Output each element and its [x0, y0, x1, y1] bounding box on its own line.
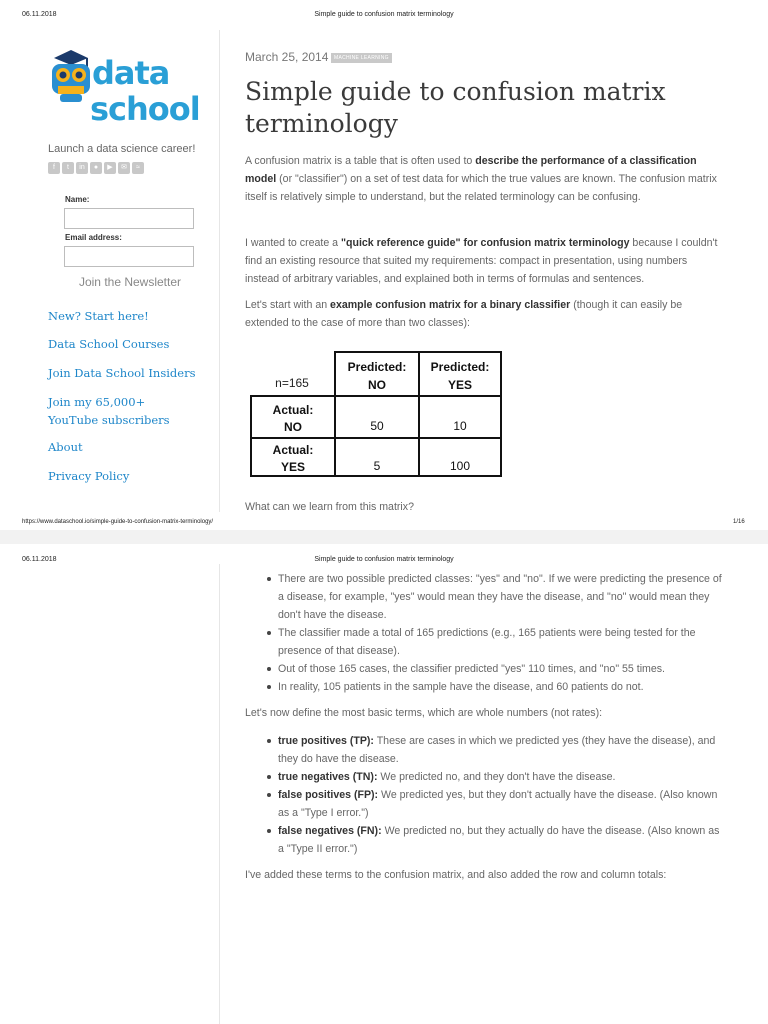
intro-paragraph: A confusion matrix is a table that is often used to describe the performance of a classification model (or "classifier") on a set of test data for which the true values are known. The confusion matrix itself is relatively simple to understand, but the related terminology can be confusing.: [245, 155, 717, 203]
email-input[interactable]: [64, 246, 194, 267]
join-newsletter-button[interactable]: Join the Newsletter: [78, 275, 182, 289]
sidebar-divider: [219, 30, 220, 512]
cell-true-positives: 100: [418, 437, 502, 477]
print-date: 06.11.2018: [22, 11, 57, 18]
sidebar-divider-page-2: [219, 564, 220, 1024]
nav-courses[interactable]: Data School Courses: [48, 337, 170, 351]
social-icons: [48, 162, 144, 174]
cell-false-positives: 10: [418, 395, 502, 437]
list-item: Out of those 165 cases, the classifier predicted "yes" 110 times, and "no" 55 times.: [262, 660, 722, 678]
cell-true-negatives: 50: [334, 395, 418, 437]
twitter-icon[interactable]: t: [62, 162, 74, 174]
youtube-icon[interactable]: ▶: [104, 162, 116, 174]
post-date: March 25, 2014: [245, 50, 329, 64]
motivation-paragraph: I wanted to create a "quick reference guide" for confusion matrix terminology because I couldn't find an existing resource that suited my requirements: compact in presentation, using numbers instead of arbitrary variables, and explained both in terms of formulas and sentences.: [245, 237, 718, 285]
header-actual-no: Actual: NO: [250, 395, 334, 437]
list-item: true positives (TP): These are cases in which we predicted yes (they have the disease), and they do have the disease.: [262, 732, 722, 768]
email-label: Email address:: [65, 233, 122, 242]
facebook-icon[interactable]: f: [48, 162, 60, 174]
owl-mascot-icon: [46, 48, 96, 108]
nav-privacy-policy[interactable]: Privacy Policy: [48, 469, 130, 483]
nav-insiders[interactable]: Join Data School Insiders: [48, 366, 196, 380]
nav-about[interactable]: About: [48, 440, 83, 454]
totals-paragraph: I've added these terms to the confusion matrix, and also added the row and column totals:: [245, 869, 667, 881]
list-item: false positives (FP): We predicted yes, but they don't actually have the disease. (Also known as a "Type I error."): [262, 786, 722, 822]
list-item: true negatives (TN): We predicted no, and they don't have the disease.: [262, 768, 722, 786]
linkedin-icon[interactable]: in: [76, 162, 88, 174]
print-page-2: [0, 544, 768, 1024]
header-actual-yes: Actual: YES: [250, 437, 334, 477]
list-item: In reality, 105 patients in the sample have the disease, and 60 patients do not.: [262, 678, 722, 696]
email-icon[interactable]: ✉: [118, 162, 130, 174]
print-page-number: 1/16: [733, 519, 745, 525]
header-predicted-yes: Predicted: YES: [418, 351, 502, 395]
print-url: https://www.dataschool.io/simple-guide-to-confusion-matrix-terminology/: [22, 519, 214, 525]
page-break: [0, 530, 768, 544]
print-page-title: Simple guide to confusion matrix terminology: [314, 11, 454, 18]
github-icon[interactable]: ●: [90, 162, 102, 174]
basic-terms-intro: Let's now define the most basic terms, which are whole numbers (not rates):: [245, 707, 603, 719]
logo-word-school: school: [90, 90, 200, 128]
post-title: Simple guide to confusion matrix terminology: [245, 77, 666, 138]
print-page-title-page-2: Simple guide to confusion matrix terminology: [314, 556, 454, 563]
tagline: Launch a data science career!: [48, 143, 196, 155]
example-intro-paragraph: Let's start with an example confusion matrix for a binary classifier (though it can easily be extended to the case of more than two classes):: [245, 299, 683, 329]
n-label: n=165: [275, 376, 309, 390]
print-date-page-2: 06.11.2018: [22, 556, 57, 563]
term-bullet-list: [262, 732, 722, 858]
confusion-matrix-table: [250, 351, 502, 476]
learn-question: What can we learn from this matrix?: [245, 501, 414, 512]
rss-icon[interactable]: ≈: [132, 162, 144, 174]
list-item: There are two possible predicted classes: "yes" and "no". If we were predicting the presence of a disease, for example, "yes" would mean they have the disease, and "no" would mean they don't have the disease.: [262, 570, 722, 624]
list-item: The classifier made a total of 165 predictions (e.g., 165 patients were being tested for the presence of that disease).: [262, 624, 722, 660]
list-item: false negatives (FN): We predicted no, but they actually do have the disease. (Also known as a "Type II error."): [262, 822, 722, 858]
data-school-logo[interactable]: [46, 48, 206, 132]
nav-start-here[interactable]: New? Start here!: [48, 309, 149, 323]
category-tag[interactable]: MACHINE LEARNING: [331, 53, 392, 63]
header-predicted-no: Predicted: NO: [334, 351, 418, 395]
name-input[interactable]: [64, 208, 194, 229]
cell-false-negatives: 5: [334, 437, 418, 477]
learn-bullet-list: [262, 570, 722, 696]
nav-youtube[interactable]: Join my 65,000+ YouTube subscribers: [48, 395, 170, 427]
name-label: Name:: [65, 195, 90, 204]
logo-word-data: data: [92, 54, 170, 92]
